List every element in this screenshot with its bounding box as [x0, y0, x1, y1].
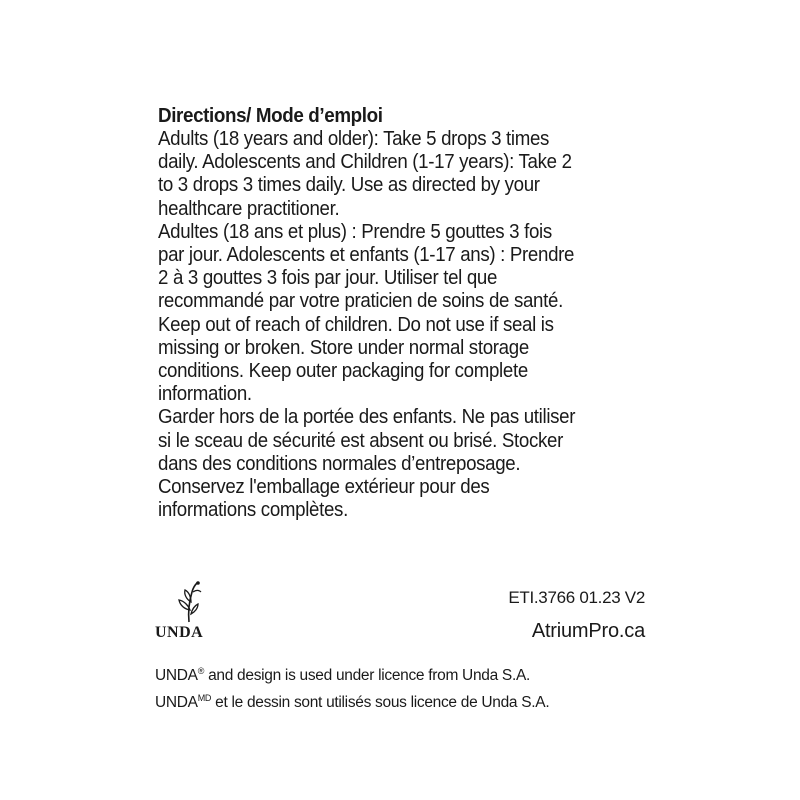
- directions-line: daily. Adolescents and Children (1-17 years): Take 2: [158, 151, 572, 174]
- label-code: ETI.3766 01.23 V2: [508, 588, 645, 607]
- registered-mark: MD: [197, 693, 212, 703]
- directions-line: si le sceau de sécurité est absent ou brisé. Stocker: [158, 429, 564, 452]
- brand-name: UNDA: [155, 694, 198, 711]
- directions-line: missing or broken. Store under normal storage: [158, 336, 529, 359]
- directions-line: dans des conditions normales d’entreposage.: [158, 452, 521, 475]
- legal-text: et le dessin sont utilisés sous licence de Unda S.A.: [211, 694, 550, 711]
- directions-line: informations complètes.: [158, 499, 348, 522]
- directions-section: [158, 104, 658, 522]
- directions-line: Garder hors de la portée des enfants. Ne pas utiliser: [158, 406, 576, 429]
- plant-sprig-icon: [167, 580, 207, 624]
- directions-line: 2 à 3 gouttes 3 fois par jour. Utiliser tel que: [158, 267, 498, 290]
- registered-mark: ®: [197, 666, 205, 676]
- legal-notice: [155, 660, 635, 714]
- directions-line: Adultes (18 ans et plus) : Prendre 5 gouttes 3 fois: [158, 220, 552, 243]
- unda-logo-text: UNDA: [155, 624, 204, 641]
- legal-text: and design is used under licence from Unda S.A.: [204, 667, 531, 684]
- directions-line: recommandé par votre praticien de soins de santé.: [158, 290, 563, 313]
- website-text: AtriumPro.ca: [531, 620, 645, 642]
- directions-body: [158, 128, 658, 522]
- label-footer: [155, 580, 645, 650]
- legal-line-english: [155, 660, 635, 687]
- directions-line: Conservez l'emballage extérieur pour des: [158, 476, 490, 499]
- directions-line: conditions. Keep outer packaging for complete: [158, 360, 528, 383]
- directions-line: Adults (18 years and older): Take 5 drops 3 times: [158, 128, 550, 150]
- directions-line: Keep out of reach of children. Do not use if seal is: [158, 313, 554, 336]
- legal-line-french: [155, 687, 635, 714]
- directions-line: healthcare practitioner.: [158, 197, 340, 220]
- directions-line: par jour. Adolescents et enfants (1-17 ans) : Prendre: [158, 244, 575, 267]
- brand-name: UNDA: [155, 667, 198, 684]
- directions-line: to 3 drops 3 times daily. Use as directed by your: [158, 174, 540, 197]
- unda-logo: [155, 580, 215, 650]
- directions-heading: Directions/ Mode d’emploi: [158, 105, 383, 127]
- directions-line: information.: [158, 383, 252, 406]
